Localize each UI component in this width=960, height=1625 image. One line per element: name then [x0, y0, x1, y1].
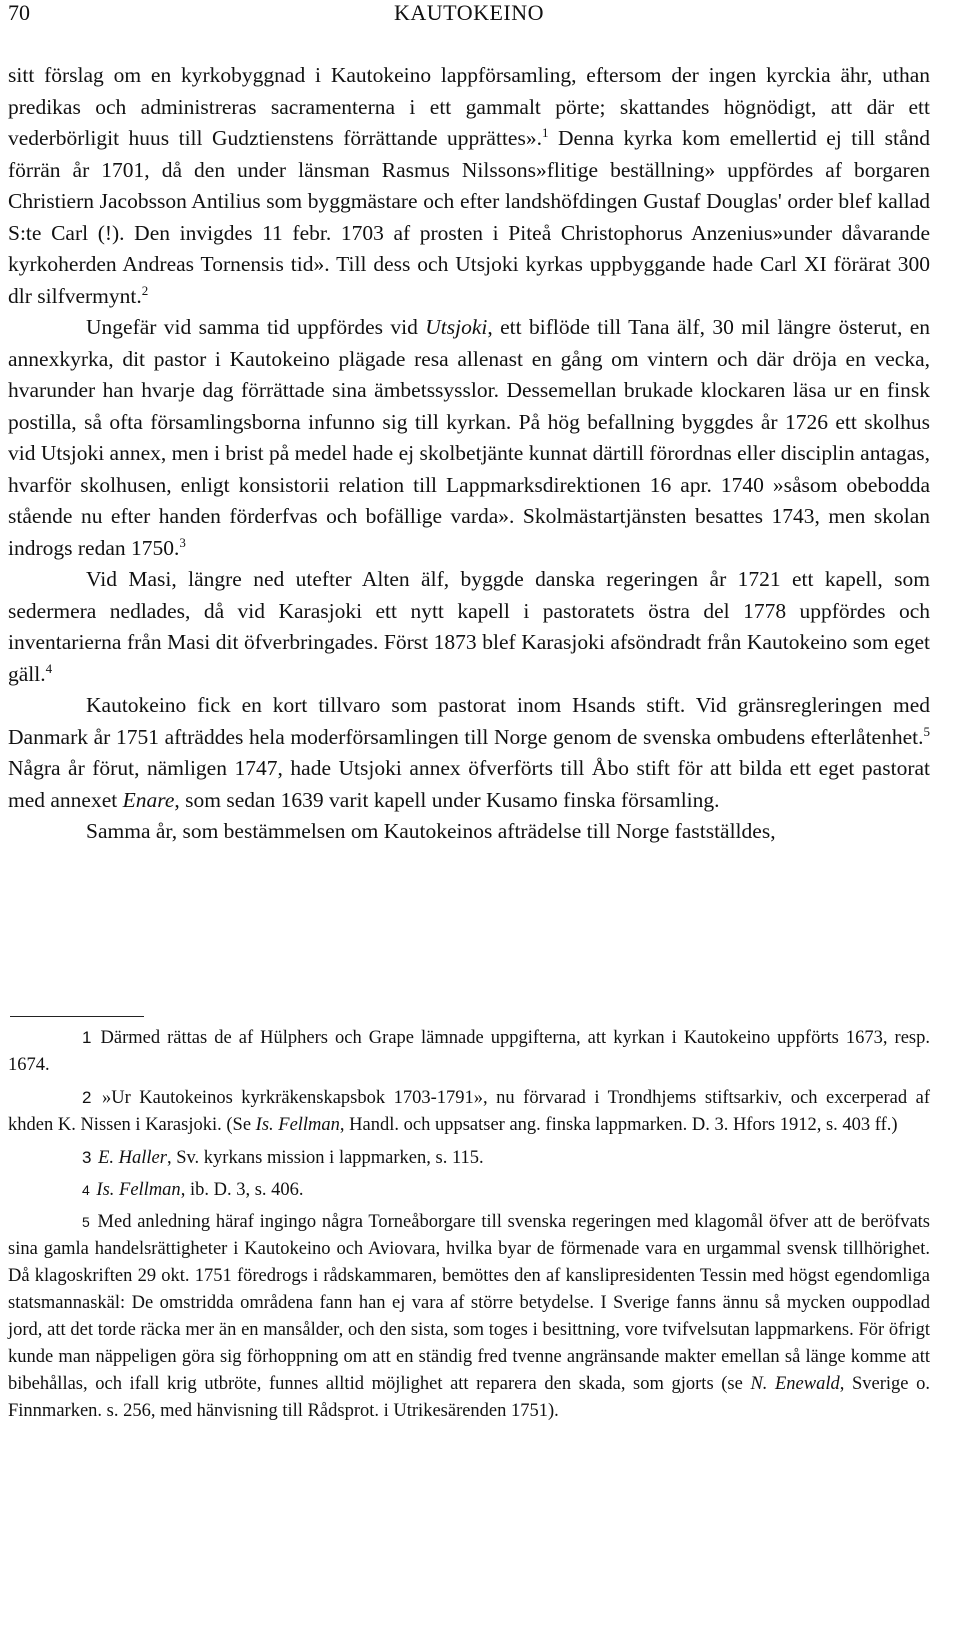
footnotes	[8, 1024, 930, 1425]
footnote-number: 4	[82, 1182, 90, 1198]
footnote-2: 2 »Ur Kautokeinos kyrkräkenskapsbok 1703-1791», nu förvarad i Trondhjems stiftsarkiv, och excerperad af khden K. Nissen i Karasjoki. (Se Is. Fellman, Handl. och uppsatser ang. finska lappmarken. D. 3. Hfors 1912, s. 403 ff.)	[8, 1088, 931, 1135]
footnote-marker-4: 4	[45, 660, 53, 676]
footnote-3: 3 E. Haller, Sv. kyrkans mission i lappmarken, s. 115.	[82, 1148, 484, 1168]
running-header	[8, 0, 930, 26]
paragraph-3: Vid Masi, längre ned utefter Alten älf, byggde danska regeringen år 1721 ett kapell, som sedermera nedlades, då vid Karasjoki ett nytt kapell i pastoratets östra del 1778 uppfördes och inventarierna från Masi dit öfverbringades. Först 1873 blef Karasjoki afsöndradt från Kautokeino som eget gäll.$^4$	[8, 567, 930, 686]
main-text	[8, 60, 930, 848]
footnote-marker-1: 1	[541, 125, 549, 140]
footnote-4: 4 Is. Fellman, ib. D. 3, s. 406.	[82, 1180, 304, 1200]
footnote-marker-3: 3	[179, 534, 186, 550]
footnote-marker-5: 5	[923, 723, 930, 739]
place-utsjoki: Utsjoki	[425, 315, 488, 339]
footnote-marker-2: 2	[141, 282, 149, 298]
footnote-1: 1 Därmed rättas de af Hülphers och Grape lämnade uppgifterna, att kyrkan i Kautokeino uppförts 1673, resp. 1674.	[8, 1028, 931, 1075]
footnote-number: 3	[82, 1148, 92, 1167]
footnote-number: 5	[82, 1214, 90, 1230]
footnote-separator	[10, 1016, 144, 1017]
footnote-number: 1	[82, 1028, 92, 1047]
place-enare: Enare	[122, 787, 175, 812]
paragraph-1: sitt förslag om en kyrkobyggnad i Kautokeino lappförsamling, eftersom der ingen kyrckia ähr, uthan predikas och administreras sacramenterna i ett gammalt pörte; skattandes högnödigt, att där ett vederbörligit huus till Gudztienstens förrättande upprättes».$^1$ Denna kyrka kom emellertid ej till stånd förrän år 1701, då den under länsman Rasmus Nilssons»flitige beställning» uppfördes af borgaren Christiern Jacobsson Antilius som byggmästare och efter landshöfdingen Gustaf Douglas' order blef kallad S:te Carl (!). Den invigdes 11 febr. 1703 af prosten i Piteå Christophorus Anzenius»under dåvarande kyrkoherden Andreas Tornensis tid». Till dess och Utsjoki kyrkas uppbyggande hade Carl XI förärat 300 dlr silfvermynt.$^2$	[8, 63, 930, 308]
footnote-number: 2	[82, 1088, 92, 1107]
paragraph-2: Ungefär vid samma tid uppfördes vid Utsjoki, ett biflöde till Tana älf, 30 mil längre österut, en annexkyrka, dit pastor i Kautokeino plägade resa allenast en gång om vintern och där dröja en vecka, hvarunder han hvarje dag förrättade sina ämbetssysslor. Dessemellan brukade klockaren läsa ur en finsk postilla, så ofta församlingsborna infunno sig till kyrkan. På hög befallning byggdes år 1726 ett skolhus vid Utsjoki annex, men i brist på medel hade ej skolbetjänte kunnat därtill förordnas eller disciplin antagas, hvarför skolhusen, enligt konsistorii relation till Lappmarksdirektionen 16 apr. 1740 »såsom obebodda stående nu efter handen förderfvas och bofällige varda». Skolmästartjänsten besattes 1743, men skolan indrogs redan 1750.$^3$	[8, 315, 931, 560]
footnote-5: 5 Med anledning häraf ingingo några Torneåborgare till svenska regeringen med klagomål öfver att de beröfvats sina gamla handelsrättigheter i Kautokeino och Aviovara, hvilka byar de förmenade vara en urgammal svensk tillhörighet. Då klagoskriften 29 okt. 1751 föredrogs i rådskammaren, bemöttes den af kanslipresidenten Tessin med högst egendomliga statsmannaskäl: De omstridda områdena fann han ej vara af större betydelse. I Sverige fanns ännu så mycken ouppodlad jord, att det torde räcka mer än en mansålder, och den sista, som toges i besittning, vore tvifvelsutan lappmarkens. För öfrigt kunde man näppeligen göra sig förhoppning om att en ständig fred tvenne angränsande makter emellan så länge komme att bibehållas, och ifall krig utbröte, funnes alltid möjlighet att reparera den skada, som gjorts (se N. Enewald, Sverige o. Finnmarken. s. 256, med hänvisning till Rådsprot. i Utrikesärenden 1751).	[8, 1212, 931, 1421]
paragraph-4: Kautokeino fick en kort tillvaro som pastorat inom Hsands stift. Vid gränsregleringen med Danmark år 1751 afträddes hela moderförsamlingen till Norge genom de svenska ombudens efterlåtenhet.$^5$ Några år förut, nämligen 1747, hade Utsjoki annex öfverförts till Åbo stift för att bilda ett eget pastorat med annexet Enare, som sedan 1639 varit kapell under Kusamo finska församling.	[8, 693, 930, 812]
page-number: 70	[8, 0, 30, 25]
paragraph-5: Samma år, som bestämmelsen om Kautokeinos afträdelse till Norge fastställdes,	[86, 819, 776, 843]
running-title: KAUTOKEINO	[393, 0, 545, 25]
